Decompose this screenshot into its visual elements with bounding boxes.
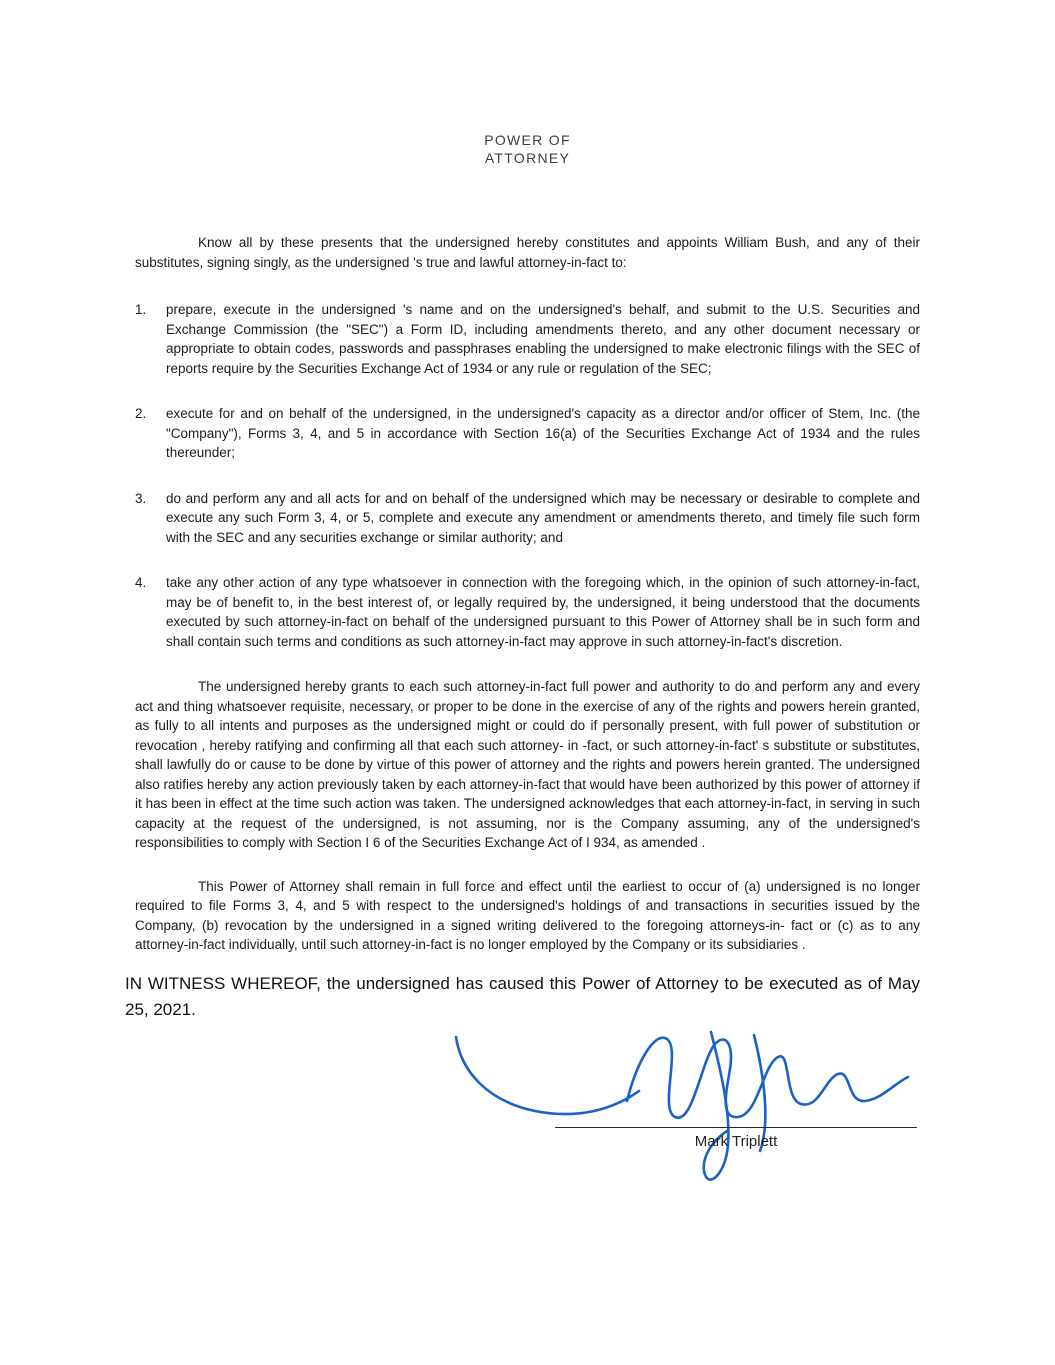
- signatory-name: Mark Triplett: [694, 1132, 778, 1150]
- list-item: [135, 300, 920, 378]
- document-title: [0, 0, 1055, 167]
- witness-clause: IN WITNESS WHEREOF, the undersigned has caused this Power of Attorney to be executed as of May 25, 2021.: [125, 973, 920, 1019]
- list-item-number: 4.: [135, 575, 147, 590]
- list-item: [135, 404, 920, 463]
- list-item: [135, 489, 920, 548]
- list-item-number: 3.: [135, 490, 147, 506]
- document-title-line-2: ATTORNEY: [484, 150, 571, 166]
- list-item-text: execute for and on behalf of the undersigned, in the undersigned's capacity as a director and/or officer of Stem, Inc. (the "Company"), Forms 3, 4, and 5 in accordance with Section 16(a) of the Securities Exchange Act of 1934 and the rules thereunder;: [166, 406, 920, 460]
- list-item-number: 1.: [135, 302, 147, 317]
- termination-paragraph: This Power of Attorney shall remain in full force and effect until the earliest to occur of (a) undersigned is no longer required to file Forms 3, 4, and 5 with respect to the undersigned's holdings of and transactions in securities issued by the Company, (b) revocation by the undersigned in a signed writing delivered to the foregoing attorneys-in- fact or (c) as to any attorney-in-fact individually, until such attorney-in-fact is no longer employed by the Company or its subsidiaries .: [135, 878, 920, 952]
- signature-scribble-icon: [453, 1029, 913, 1197]
- intro-paragraph: Know all by these presents that the undersigned hereby constitutes and appoints William Bush, and any of their substitutes, signing singly, as the undersigned 's true and lawful attorney-in-fact to:: [135, 235, 920, 270]
- grant-paragraph: The undersigned hereby grants to each such attorney-in-fact full power and authority to do and perform any and every act and thing whatsoever requisite, necessary, or proper to be done in the exercise of any of the rights and powers herein granted, as fully to all intents and purposes as the undersigned might or could do if personally present, with full power of substitution or revocation , hereby ratifying and confirming all that each such attorney- in -fact, or such attorney-in-fact' s substitute or substitutes, shall lawfully do or cause to be done by virtue of this power of attorney and the rights and powers herein granted. The undersigned also ratifies hereby any action previously taken by each attorney-in-fact that would have been authorized by this power of attorney if it has been in effect at the time such action was taken. The undersigned acknowledges that each attorney-in-fact, in serving in such capacity at the request of the undersigned, is not assuming, nor is the Company assuming, any of the undersigned's responsibilities to comply with Section I 6 of the Securities Exchange Act of I 934, as amended .: [135, 679, 920, 850]
- list-item-text: prepare, execute in the undersigned 's name and on the undersigned's behalf, and submit to the U.S. Securities and Exchange Commission (the "SEC") a Form ID, including amendments thereto, and any other document necessary or appropriate to obtain codes, passwords and passphrases enabling the undersigned to make electronic filings with the SEC of reports require by the Securities Exchange Act of 1934 or any rule or regulation of the SEC;: [166, 302, 920, 376]
- list-item-text: take any other action of any type whatsoever in connection with the foregoing which, in the opinion of such attorney-in-fact, may be of benefit to, in the best interest of, or legally required by, the undersigned, it being understood that the documents executed by such attorney-in-fact on behalf of the undersigned pursuant to this Power of Attorney shall be in such form and shall contain such terms and conditions as such attorney-in-fact may approve in such attorney-in-fact's discretion.: [166, 575, 920, 649]
- document-title-line-1: POWER OF: [484, 132, 571, 148]
- document-body: [0, 233, 1055, 1209]
- signature-block: [135, 1029, 920, 1209]
- list-item-text: do and perform any and all acts for and on behalf of the undersigned which may be necessary or desirable to complete and execute any such Form 3, 4, or 5, complete and execute any amendment or amendments thereto, and timely file such form with the SEC and any securities exchange or similar authority; and: [166, 490, 920, 545]
- list-item-number: 2.: [135, 406, 147, 421]
- signature-line: [555, 1127, 917, 1128]
- list-item: [135, 573, 920, 651]
- numbered-list: [135, 300, 920, 651]
- signature-line-area: [555, 1127, 917, 1150]
